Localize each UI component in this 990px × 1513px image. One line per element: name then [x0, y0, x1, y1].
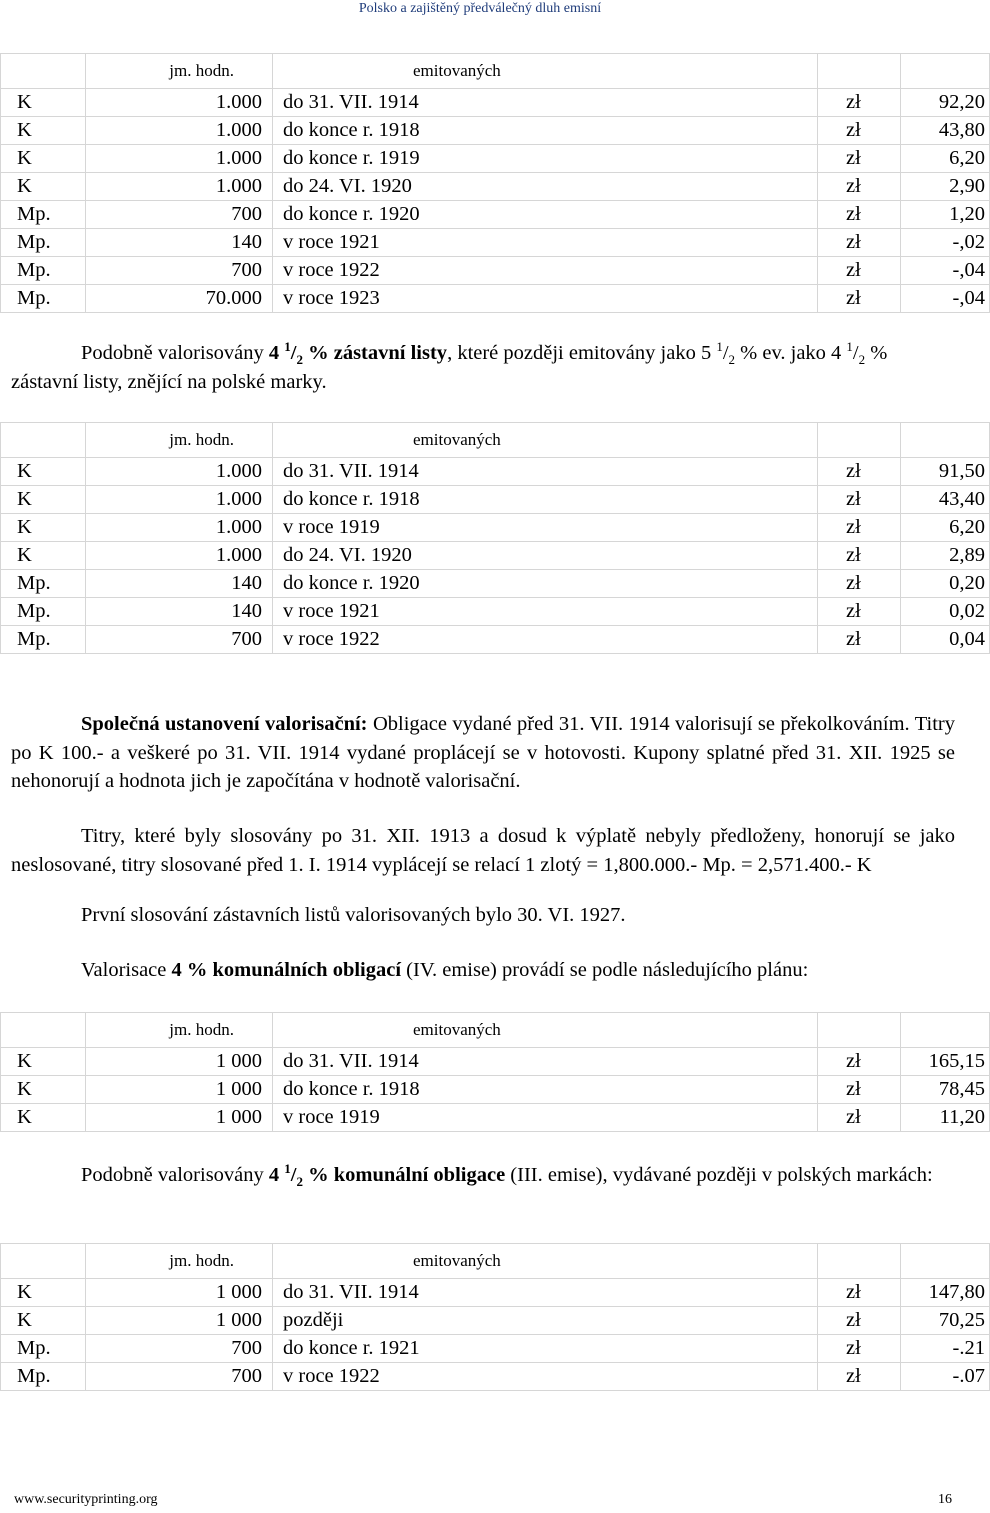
fraction-numerator: 1: [284, 339, 291, 355]
period-cell: v roce 1922: [273, 626, 818, 654]
zloty-cell: zł: [818, 458, 901, 486]
amount-cell: 2,89: [901, 542, 990, 570]
nominal-value-cell: 1.000: [86, 458, 273, 486]
nominal-value-cell: 1.000: [86, 89, 273, 117]
amount-cell: 0,20: [901, 570, 990, 598]
zloty-cell: zł: [818, 1048, 901, 1076]
table-row: [1, 229, 990, 257]
text-run: 4: [268, 342, 280, 364]
valorisation-table-4: [0, 1243, 990, 1391]
fraction-denominator: 2: [296, 1174, 303, 1190]
zloty-cell: zł: [818, 1307, 901, 1335]
currency-cell: K: [1, 117, 86, 145]
amount-cell: 6,20: [901, 514, 990, 542]
table-row: [1, 173, 990, 201]
currency-cell: K: [1, 458, 86, 486]
zloty-cell: zł: [818, 1076, 901, 1104]
zloty-cell: zł: [818, 486, 901, 514]
zloty-cell: zł: [818, 626, 901, 654]
period-cell: do konce r. 1918: [273, 486, 818, 514]
amount-cell: -,02: [901, 229, 990, 257]
nominal-value-cell: 140: [86, 570, 273, 598]
page-number: 16: [938, 1492, 952, 1507]
period-cell: v roce 1922: [273, 257, 818, 285]
amount-cell: 0,02: [901, 598, 990, 626]
period-cell: do 24. VI. 1920: [273, 173, 818, 201]
currency-cell: Mp.: [1, 598, 86, 626]
table-row: [1, 598, 990, 626]
table-row: [1, 1363, 990, 1391]
currency-cell: K: [1, 1076, 86, 1104]
amount-cell: 92,20: [901, 89, 990, 117]
currency-cell: K: [1, 486, 86, 514]
header-cell-empty: [1, 423, 86, 458]
paragraph-titry-slosovane: [11, 822, 955, 879]
zloty-cell: zł: [818, 117, 901, 145]
paragraph-prvni-slosovani: [11, 901, 955, 930]
nominal-value-cell: 1 000: [86, 1307, 273, 1335]
header-jm-hodn: jm. hodn.: [86, 1244, 273, 1279]
amount-cell: -.21: [901, 1335, 990, 1363]
table-header-row: [1, 54, 990, 89]
nominal-value-cell: 1.000: [86, 145, 273, 173]
currency-cell: K: [1, 514, 86, 542]
period-cell: do 31. VII. 1914: [273, 458, 818, 486]
header-emitovanych: emitovaných: [273, 423, 818, 458]
header-jm-hodn: jm. hodn.: [86, 54, 273, 89]
table-row: [1, 1104, 990, 1132]
paragraph-spolecna-ustanoveni: [11, 710, 955, 796]
table-row: [1, 570, 990, 598]
currency-cell: Mp.: [1, 1363, 86, 1391]
table-row: [1, 458, 990, 486]
paragraph-komunalni-obligace: [11, 956, 955, 985]
header-emitovanych: emitovaných: [273, 54, 818, 89]
fraction-denominator: 2: [296, 352, 303, 368]
period-cell: v roce 1922: [273, 1363, 818, 1391]
zloty-cell: zł: [818, 1363, 901, 1391]
currency-cell: Mp.: [1, 285, 86, 313]
text-run: % komunální obligace: [308, 1164, 506, 1186]
text-run-bold: 4 % komunálních obligací: [171, 959, 402, 981]
zloty-cell: zł: [818, 173, 901, 201]
amount-cell: 1,20: [901, 201, 990, 229]
currency-cell: K: [1, 1307, 86, 1335]
nominal-value-cell: 1.000: [86, 173, 273, 201]
table-row: [1, 89, 990, 117]
nominal-value-cell: 1.000: [86, 117, 273, 145]
period-cell: do 31. VII. 1914: [273, 1048, 818, 1076]
zloty-cell: zł: [818, 285, 901, 313]
nominal-value-cell: 700: [86, 1363, 273, 1391]
fraction-numerator: 1: [846, 339, 853, 355]
table-header-row: [1, 1244, 990, 1279]
text-run: Podobně valorisovány: [81, 342, 269, 364]
header-jm-hodn: jm. hodn.: [86, 423, 273, 458]
valorisation-table-1: [0, 53, 990, 313]
table-row: [1, 542, 990, 570]
nominal-value-cell: 1.000: [86, 514, 273, 542]
table-row: [1, 1279, 990, 1307]
period-cell: v roce 1919: [273, 1104, 818, 1132]
currency-cell: K: [1, 1048, 86, 1076]
period-cell: v roce 1919: [273, 514, 818, 542]
period-cell: do konce r. 1919: [273, 145, 818, 173]
table-row: [1, 1076, 990, 1104]
paragraph-zastavni-listy: Podobně valorisovány 4 $^1/_2$ % zástavní listy, které později emitovány jako 5 $^1/_2$ % ev. jako 4 $^1/_2$ % zástavní listy, znějící na polské marky.: [11, 339, 888, 393]
period-cell: do 24. VI. 1920: [273, 542, 818, 570]
header-cell-empty: [1, 54, 86, 89]
zloty-cell: zł: [818, 542, 901, 570]
zloty-cell: zł: [818, 1279, 901, 1307]
table-row: [1, 514, 990, 542]
zloty-cell: zł: [818, 598, 901, 626]
text-run: První slosování zástavních listů valorisovaných bylo 30. VI. 1927.: [81, 904, 626, 926]
valorisation-table-3: [0, 1012, 990, 1132]
table-row: [1, 117, 990, 145]
table-row: [1, 285, 990, 313]
amount-cell: 11,20: [901, 1104, 990, 1132]
currency-cell: K: [1, 89, 86, 117]
fraction-denominator: 2: [728, 352, 736, 368]
amount-cell: 91,50: [901, 458, 990, 486]
heading-spolecna-ustanoveni: Společná ustanovení valorisační:: [81, 713, 368, 735]
amount-cell: 147,80: [901, 1279, 990, 1307]
currency-cell: Mp.: [1, 626, 86, 654]
period-cell: do konce r. 1918: [273, 117, 818, 145]
zloty-cell: zł: [818, 1335, 901, 1363]
period-cell: do konce r. 1921: [273, 1335, 818, 1363]
zloty-cell: zł: [818, 229, 901, 257]
text-run: (IV. emise) provádí se podle následujícího plánu:: [401, 959, 809, 981]
header-emitovanych: emitovaných: [273, 1244, 818, 1279]
currency-cell: Mp.: [1, 1335, 86, 1363]
nominal-value-cell: 1.000: [86, 486, 273, 514]
period-cell: později: [273, 1307, 818, 1335]
table-row: [1, 486, 990, 514]
text-run: Titry, které byly slosovány po 31. XII. 1913 a dosud k výplatě nebyly předloženy, honorují se jako neslosované, titry slosované před 1. I. 1914 vyplácejí se relací 1 zlotý = 1,800.000.- Mp. = 2,571.400.- K: [11, 825, 955, 876]
amount-cell: 0,04: [901, 626, 990, 654]
header-cell-empty: [901, 54, 990, 89]
period-cell: do konce r. 1920: [273, 570, 818, 598]
zloty-cell: zł: [818, 89, 901, 117]
zloty-cell: zł: [818, 514, 901, 542]
fraction-numerator: 1: [284, 1161, 291, 1177]
fraction-denominator: 2: [858, 352, 866, 368]
table-row: [1, 626, 990, 654]
period-cell: v roce 1921: [273, 598, 818, 626]
text-run: % zástavní listy: [308, 342, 448, 364]
header-cell-empty: [818, 1013, 901, 1048]
nominal-value-cell: 700: [86, 626, 273, 654]
currency-cell: K: [1, 173, 86, 201]
currency-cell: K: [1, 145, 86, 173]
zloty-cell: zł: [818, 570, 901, 598]
zloty-cell: zł: [818, 257, 901, 285]
zloty-cell: zł: [818, 201, 901, 229]
amount-cell: 78,45: [901, 1076, 990, 1104]
zloty-cell: zł: [818, 145, 901, 173]
currency-cell: K: [1, 1104, 86, 1132]
currency-cell: Mp.: [1, 570, 86, 598]
header-cell-empty: [901, 423, 990, 458]
text-run: , které později emitovány jako 5: [447, 342, 712, 364]
header-cell-empty: [818, 54, 901, 89]
header-jm-hodn: jm. hodn.: [86, 1013, 273, 1048]
amount-cell: 165,15: [901, 1048, 990, 1076]
nominal-value-cell: 1.000: [86, 542, 273, 570]
currency-cell: K: [1, 542, 86, 570]
amount-cell: 2,90: [901, 173, 990, 201]
header-emitovanych: emitovaných: [273, 1013, 818, 1048]
period-cell: do 31. VII. 1914: [273, 89, 818, 117]
valorisation-table-2: [0, 422, 990, 654]
footer-url: www.securityprinting.org: [14, 1492, 158, 1507]
amount-cell: 6,20: [901, 145, 990, 173]
period-cell: do konce r. 1918: [273, 1076, 818, 1104]
text-run: % ev. jako 4: [740, 342, 842, 364]
currency-cell: Mp.: [1, 257, 86, 285]
amount-cell: -,04: [901, 285, 990, 313]
table-row: [1, 1335, 990, 1363]
amount-cell: -,04: [901, 257, 990, 285]
period-cell: v roce 1923: [273, 285, 818, 313]
page-header-title: Polsko a zajištěný předválečný dluh emisní: [358, 1, 602, 16]
table-row: [1, 145, 990, 173]
nominal-value-cell: 1 000: [86, 1104, 273, 1132]
text-run: 4: [268, 1164, 280, 1186]
nominal-value-cell: 140: [86, 229, 273, 257]
table-header-row: [1, 1013, 990, 1048]
table-row: [1, 257, 990, 285]
header-cell-empty: [1, 1013, 86, 1048]
header-cell-empty: [1, 1244, 86, 1279]
period-cell: v roce 1921: [273, 229, 818, 257]
text-run: Obligace vydané před 31. VII. 1914 valorisují se překolkováním. Titry po K 100.- a veškeré po 31. VII. 1914 vydané proplácejí se v hotovosti. Kupony splatné před 31. XII. 1925 se nehonorují a hodnota jich je započítána v hodnotě valorisační.: [11, 713, 955, 792]
period-cell: do 31. VII. 1914: [273, 1279, 818, 1307]
text-run: Podobně valorisovány: [81, 1164, 269, 1186]
zloty-cell: zł: [818, 1104, 901, 1132]
nominal-value-cell: 700: [86, 1335, 273, 1363]
table-row: [1, 201, 990, 229]
table-row: [1, 1307, 990, 1335]
header-cell-empty: [901, 1013, 990, 1048]
nominal-value-cell: 1 000: [86, 1076, 273, 1104]
nominal-value-cell: 1 000: [86, 1279, 273, 1307]
text-run: (III. emise), vydávané později v polských markách:: [505, 1164, 933, 1186]
text-run: % zástavní listy, znějící na polské marky.: [11, 342, 888, 393]
currency-cell: Mp.: [1, 201, 86, 229]
nominal-value-cell: 140: [86, 598, 273, 626]
amount-cell: -.07: [901, 1363, 990, 1391]
amount-cell: 70,25: [901, 1307, 990, 1335]
header-cell-empty: [818, 1244, 901, 1279]
header-cell-empty: [901, 1244, 990, 1279]
paragraph-komunalni-iii-emise: Podobně valorisovány 4 $^1/_2$ % komunální obligace (III. emise), vydávané později v polských markách:: [81, 1161, 933, 1190]
currency-cell: K: [1, 1279, 86, 1307]
nominal-value-cell: 1 000: [86, 1048, 273, 1076]
text-run: Valorisace: [81, 959, 172, 981]
table-row: [1, 1048, 990, 1076]
amount-cell: 43,80: [901, 117, 990, 145]
nominal-value-cell: 700: [86, 201, 273, 229]
table-header-row: [1, 423, 990, 458]
amount-cell: 43,40: [901, 486, 990, 514]
fraction-numerator: 1: [716, 339, 723, 355]
nominal-value-cell: 70.000: [86, 285, 273, 313]
period-cell: do konce r. 1920: [273, 201, 818, 229]
currency-cell: Mp.: [1, 229, 86, 257]
header-cell-empty: [818, 423, 901, 458]
nominal-value-cell: 700: [86, 257, 273, 285]
